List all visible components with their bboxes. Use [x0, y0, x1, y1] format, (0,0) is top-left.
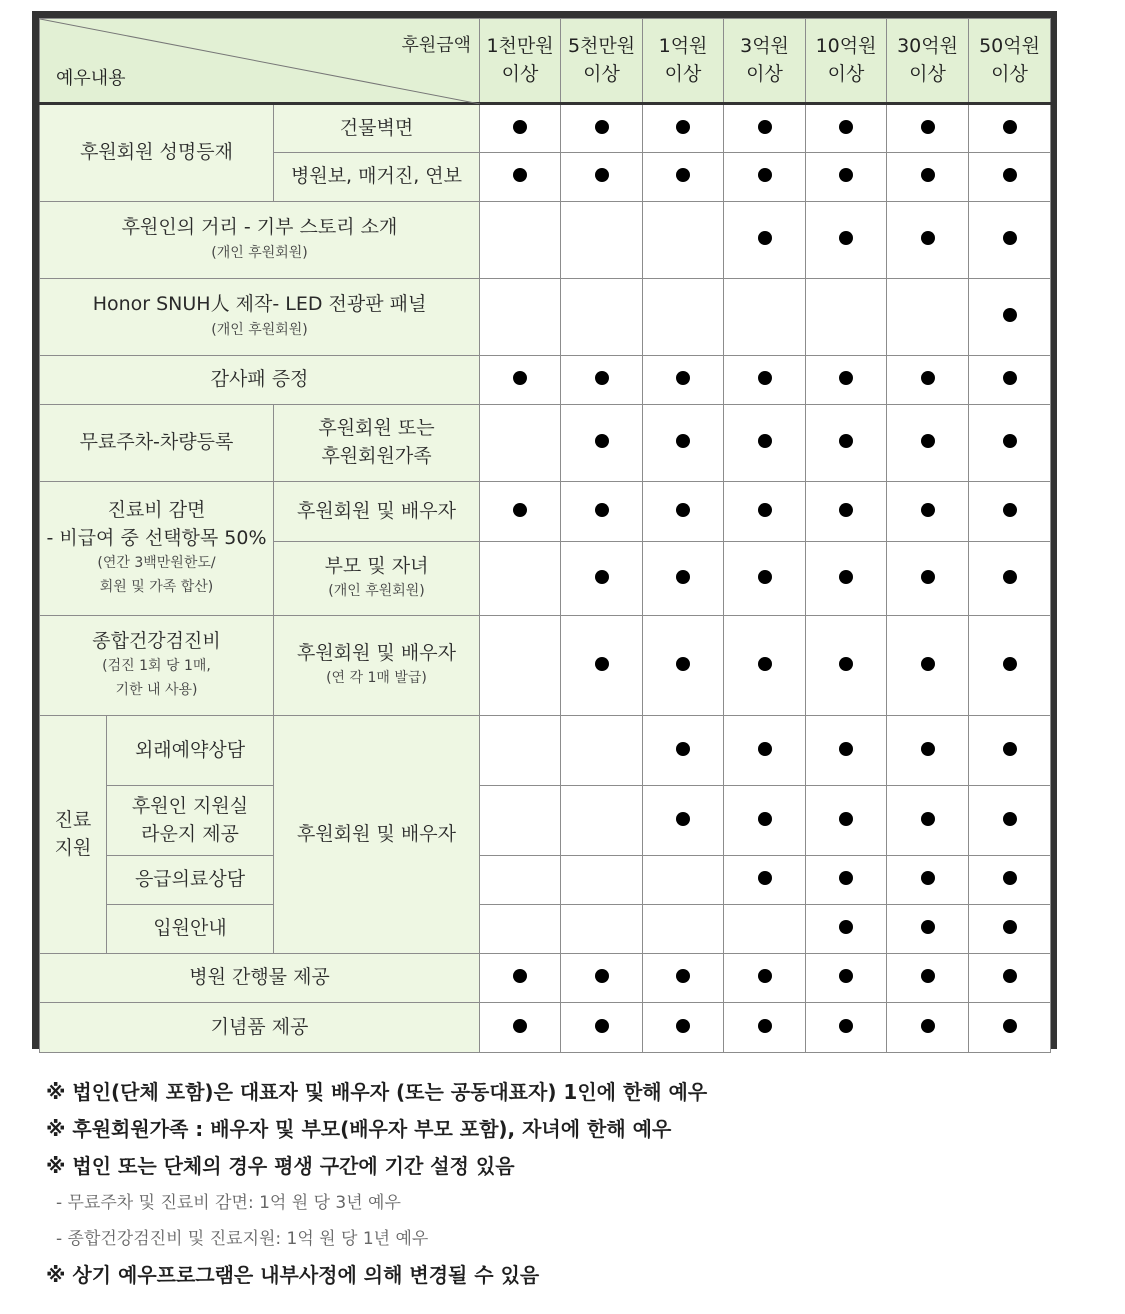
dot-marker — [839, 371, 853, 385]
lounge-label: 후원인 지원실 라운지 제공 — [107, 786, 274, 856]
dot-marker — [1003, 742, 1017, 756]
table-row — [40, 1003, 1051, 1053]
fee-target-spouse: 후원회원 및 배우자 — [274, 482, 480, 542]
tier-header-4: 3억원 이상 — [724, 19, 806, 104]
dot-marker — [921, 871, 935, 885]
dot-marker — [595, 168, 609, 182]
table-row — [40, 104, 1051, 153]
dot-marker — [1003, 120, 1017, 134]
parking-target: 후원회원 또는 후원회원가족 — [274, 405, 480, 482]
medical-support-group-label: 진료 지원 — [40, 716, 107, 954]
tier-header-2: 5천만원 이상 — [561, 19, 643, 104]
dot-marker — [839, 120, 853, 134]
publications-listing-label: 병원보, 매거진, 연보 — [274, 153, 480, 202]
parking-label: 무료주차-차량등록 — [40, 405, 274, 482]
dot-marker — [595, 570, 609, 584]
table-row — [40, 482, 1051, 542]
dot-marker — [921, 570, 935, 584]
dot-marker — [513, 371, 527, 385]
dot-marker — [921, 920, 935, 934]
dot-marker — [839, 570, 853, 584]
table-row — [40, 856, 1051, 905]
dot-marker — [839, 871, 853, 885]
fee-target-family: 부모 및 자녀 (개인 후원회원) — [274, 542, 480, 616]
dot-marker — [1003, 168, 1017, 182]
dot-marker — [1003, 308, 1017, 322]
dot-marker — [758, 969, 772, 983]
dot-marker — [921, 434, 935, 448]
donor-street-label: 후원인의 거리 - 기부 스토리 소개 (개인 후원회원) — [40, 202, 480, 279]
dot-marker — [1003, 657, 1017, 671]
dot-marker — [758, 371, 772, 385]
dot-marker — [758, 570, 772, 584]
dot-marker — [839, 812, 853, 826]
dot-marker — [921, 503, 935, 517]
souvenir-label: 기념품 제공 — [40, 1003, 480, 1053]
dot-marker — [758, 231, 772, 245]
dot-marker — [921, 742, 935, 756]
dot-marker — [1003, 371, 1017, 385]
admission-label: 입원안내 — [107, 905, 274, 954]
dot-marker — [758, 1019, 772, 1033]
dot-marker — [1003, 570, 1017, 584]
dot-marker — [758, 742, 772, 756]
dot-marker — [1003, 920, 1017, 934]
dot-marker — [676, 434, 690, 448]
dot-marker — [839, 1019, 853, 1033]
dot-marker — [921, 120, 935, 134]
dot-marker — [839, 657, 853, 671]
dot-marker — [839, 434, 853, 448]
dot-marker — [1003, 871, 1017, 885]
footnote: ※ 법인(단체 포함)은 대표자 및 배우자 (또는 공동대표자) 1인에 한해 예우 — [46, 1080, 708, 1104]
dot-marker — [1003, 812, 1017, 826]
table-row — [40, 616, 1051, 716]
dot-marker — [513, 1019, 527, 1033]
dot-marker — [513, 120, 527, 134]
dot-marker — [839, 969, 853, 983]
dot-marker — [758, 657, 772, 671]
table-row — [40, 786, 1051, 856]
dot-marker — [1003, 1019, 1017, 1033]
dot-marker — [921, 371, 935, 385]
dot-marker — [839, 920, 853, 934]
dot-marker — [676, 503, 690, 517]
honor-led-note: (개인 후원회원) — [211, 321, 308, 338]
dot-marker — [921, 231, 935, 245]
header-corner-cell — [40, 19, 480, 104]
dot-marker — [513, 168, 527, 182]
tier-header-3: 1억원 이상 — [643, 19, 724, 104]
dot-marker — [1003, 434, 1017, 448]
dot-marker — [676, 657, 690, 671]
wall-label: 건물벽면 — [274, 104, 480, 153]
dot-marker — [758, 168, 772, 182]
table-row — [40, 405, 1051, 482]
dot-marker — [595, 503, 609, 517]
table-row — [40, 356, 1051, 405]
footnote: ※ 후원회원가족 : 배우자 및 부모(배우자 부모 포함), 자녀에 한해 예우 — [46, 1117, 672, 1141]
benefits-table-frame — [32, 11, 1057, 1049]
dot-marker — [513, 969, 527, 983]
footnote-sub: - 무료주차 및 진료비 감면: 1억 원 당 3년 예우 — [56, 1193, 401, 1213]
dot-marker — [595, 657, 609, 671]
honor-led-label: Honor SNUH人 제작- LED 전광판 패널 (개인 후원회원) — [40, 279, 480, 356]
name-listing-label: 후원회원 성명등재 — [40, 104, 274, 202]
benefits-table — [39, 18, 1051, 1053]
dot-marker — [595, 434, 609, 448]
dot-marker — [758, 812, 772, 826]
footnote: ※ 법인 또는 단체의 경우 평생 구간에 기간 설정 있음 — [46, 1154, 515, 1178]
dot-marker — [595, 969, 609, 983]
dot-marker — [839, 503, 853, 517]
dot-marker — [676, 969, 690, 983]
tier-header-7: 50억원 이상 — [969, 19, 1051, 104]
fee-reduction-label: 진료비 감면 - 비급여 중 선택항목 50% (연간 3백만원한도/ 회원 및 가족 합산) — [40, 482, 274, 616]
dot-marker — [921, 168, 935, 182]
dot-marker — [676, 570, 690, 584]
medical-support-target: 후원회원 및 배우자 — [274, 716, 480, 954]
dot-marker — [839, 742, 853, 756]
checkup-target: 후원회원 및 배우자 (연 각 1매 발급) — [274, 616, 480, 716]
dot-marker — [676, 371, 690, 385]
dot-marker — [758, 120, 772, 134]
dot-marker — [676, 742, 690, 756]
footnotes — [46, 1074, 1086, 1294]
dot-marker — [921, 1019, 935, 1033]
amount-header-label: 후원금액 — [401, 35, 472, 56]
table-row — [40, 202, 1051, 279]
content-header-label: 예우내용 — [56, 67, 126, 89]
dot-marker — [1003, 503, 1017, 517]
dot-marker — [595, 371, 609, 385]
dot-marker — [758, 871, 772, 885]
dot-marker — [1003, 969, 1017, 983]
table-row — [40, 954, 1051, 1003]
donor-street-note: (개인 후원회원) — [211, 244, 308, 261]
tier-header-5: 10억원 이상 — [806, 19, 887, 104]
hospital-publications-label: 병원 간행물 제공 — [40, 954, 480, 1003]
dot-marker — [1003, 231, 1017, 245]
emergency-label: 응급의료상담 — [107, 856, 274, 905]
dot-marker — [921, 657, 935, 671]
checkup-label: 종합건강검진비 (검진 1회 당 1매, 기한 내 사용) — [40, 616, 274, 716]
tier-header-6: 30억원 이상 — [887, 19, 969, 104]
dot-marker — [758, 503, 772, 517]
dot-marker — [595, 1019, 609, 1033]
dot-marker — [921, 969, 935, 983]
footnote-sub: - 종합건강검진비 및 진료지원: 1억 원 당 1년 예우 — [56, 1229, 429, 1249]
dot-marker — [921, 812, 935, 826]
footnote-final: ※ 상기 예우프로그램은 내부사정에 의해 변경될 수 있음 — [46, 1263, 540, 1287]
table-row — [40, 905, 1051, 954]
tier-header-1: 1천만원 이상 — [480, 19, 561, 104]
dot-marker — [513, 503, 527, 517]
dot-marker — [676, 812, 690, 826]
table-row — [40, 279, 1051, 356]
header-row — [40, 19, 1051, 104]
dot-marker — [595, 120, 609, 134]
dot-marker — [839, 168, 853, 182]
dot-marker — [676, 120, 690, 134]
dot-marker — [839, 231, 853, 245]
table-row — [40, 716, 1051, 786]
outpatient-label: 외래예약상담 — [107, 716, 274, 786]
dot-marker — [676, 168, 690, 182]
dot-marker — [758, 434, 772, 448]
plaque-label: 감사패 증정 — [40, 356, 480, 405]
dot-marker — [676, 1019, 690, 1033]
